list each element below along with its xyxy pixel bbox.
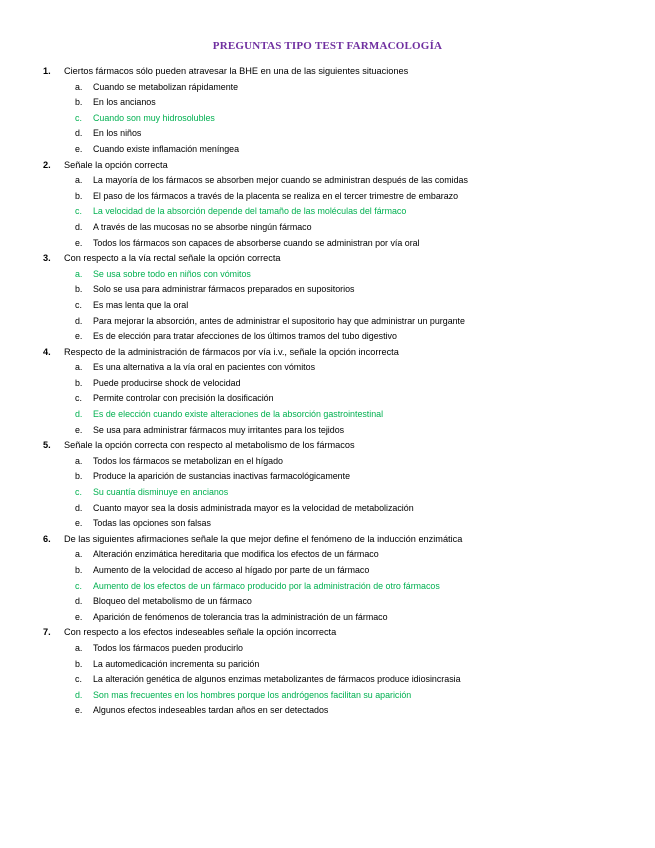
correct-answer-option (0, 579, 655, 595)
option-letter: c. (75, 487, 82, 498)
option-text: Todos los fármacos pueden producirlo (93, 642, 243, 653)
option-letter: b. (75, 377, 83, 388)
option-letter: a. (75, 549, 83, 560)
option-text: El paso de los fármacos a través de la placenta se realiza en el tercer trimestre de embarazo (93, 190, 459, 201)
option-text: Es de elección para tratar afecciones de los últimos tramos del tubo digestivo (93, 331, 397, 342)
option-letter: e. (75, 611, 83, 622)
answer-option (0, 376, 655, 392)
answer-option (0, 563, 655, 579)
answer-option (0, 126, 655, 142)
question-number: 4. (43, 346, 51, 357)
option-text: Cuanto mayor sea la dosis administrada mayor es la velocidad de metabolización (93, 502, 414, 513)
option-letter: e. (75, 331, 83, 342)
question-text: Con respecto a los efectos indeseables señale la opción incorrecta (64, 627, 337, 638)
answer-option (0, 641, 655, 657)
answer-option (0, 454, 655, 470)
answer-option (0, 329, 655, 345)
option-letter: e. (75, 143, 83, 154)
document-title: PREGUNTAS TIPO TEST FARMACOLOGÍA (212, 40, 443, 52)
option-letter: b. (75, 190, 83, 201)
option-text: Es mas lenta que la oral (93, 299, 189, 310)
answer-option (0, 142, 655, 158)
option-letter: a. (75, 268, 83, 279)
option-text: La velocidad de la absorción depende del tamaño de las moléculas del fármaco (93, 206, 407, 217)
option-text: Produce la aparición de sustancias inactivas farmacológicamente (93, 471, 351, 482)
option-letter: b. (75, 471, 83, 482)
option-list (0, 173, 655, 251)
option-letter: d. (75, 502, 83, 513)
option-letter: a. (75, 455, 83, 466)
question-row (0, 345, 655, 361)
option-text: Permite controlar con precisión la dosificación (93, 393, 274, 404)
option-letter: d. (75, 409, 83, 420)
answer-option (0, 360, 655, 376)
question-text: Ciertos fármacos sólo pueden atravesar la BHE en una de las siguientes situaciones (64, 66, 409, 76)
question-item (0, 251, 655, 345)
answer-option (0, 657, 655, 673)
answer-option (0, 391, 655, 407)
question-row (0, 532, 655, 548)
question-row (0, 251, 655, 267)
answer-option (0, 80, 655, 96)
option-list (0, 80, 655, 158)
option-text: Es una alternativa a la vía oral en pacientes con vómitos (93, 362, 316, 373)
answer-option (0, 236, 655, 252)
option-text: A través de las mucosas no se absorbe ningún fármaco (93, 221, 312, 232)
option-text: Todos los fármacos son capaces de absorberse cuando se administran por vía oral (93, 237, 420, 248)
option-letter: a. (75, 175, 83, 186)
option-text: La mayoría de los fármacos se absorben mejor cuando se administran después de las comidas (93, 175, 468, 186)
option-text: En los niños (93, 128, 142, 139)
option-text: En los ancianos (93, 97, 156, 108)
question-row (0, 438, 655, 454)
answer-option (0, 516, 655, 532)
answer-option (0, 469, 655, 485)
answer-option (0, 189, 655, 205)
question-text: Con respecto a la vía rectal señale la opción correcta (64, 253, 281, 264)
option-letter: c. (75, 674, 82, 685)
option-list (0, 454, 655, 532)
answer-option (0, 672, 655, 688)
option-letter: a. (75, 81, 83, 92)
option-text: Todos los fármacos se metabolizan en el hígado (93, 455, 283, 466)
option-letter: d. (75, 596, 83, 607)
option-letter: e. (75, 424, 83, 435)
answer-option (0, 298, 655, 314)
option-letter: e. (75, 237, 83, 248)
question-row (0, 625, 655, 641)
option-letter: e. (75, 518, 83, 529)
question-number: 7. (43, 627, 51, 638)
option-letter: d. (75, 315, 83, 326)
option-letter: b. (75, 284, 83, 295)
option-text: Puede producirse shock de velocidad (93, 377, 241, 388)
option-text: Aparición de fenómenos de tolerancia tras la administración de un fármaco (93, 611, 388, 622)
option-text: Su cuantía disminuye en ancianos (93, 487, 229, 498)
option-letter: a. (75, 642, 83, 653)
option-letter: c. (75, 393, 82, 404)
answer-option (0, 314, 655, 330)
option-list (0, 641, 655, 719)
question-text: Señale la opción correcta con respecto al metabolismo de los fármacos (64, 440, 355, 451)
correct-answer-option (0, 407, 655, 423)
answer-option (0, 282, 655, 298)
option-text: Todas las opciones son falsas (93, 518, 211, 529)
question-item (0, 64, 655, 158)
option-text: Cuando se metabolizan rápidamente (93, 81, 239, 92)
option-text: Algunos efectos indeseables tardan años en ser detectados (93, 705, 329, 716)
option-list (0, 267, 655, 345)
option-text: Aumento de la velocidad de acceso al hígado por parte de un fármaco (93, 565, 370, 575)
question-item (0, 158, 655, 252)
option-letter: b. (75, 658, 83, 669)
answer-option (0, 594, 655, 610)
question-item (0, 532, 655, 626)
question-text: De las siguientes afirmaciones señale la que mejor define el fenómeno de la inducción enzimática (64, 533, 463, 544)
option-text: Se usa para administrar fármacos muy irritantes para los tejidos (93, 424, 345, 435)
answer-option (0, 501, 655, 517)
question-row (0, 64, 655, 80)
question-item (0, 345, 655, 439)
option-list (0, 547, 655, 625)
option-letter: b. (75, 565, 83, 575)
option-letter: a. (75, 362, 83, 373)
option-text: Alteración enzimática hereditaria que modifica los efectos de un fármaco (93, 549, 379, 560)
option-text: Para mejorar la absorción, antes de administrar el supositorio hay que administrar un purgante (93, 315, 465, 326)
option-text: Solo se usa para administrar fármacos preparados en supositorios (93, 284, 355, 295)
correct-answer-option (0, 485, 655, 501)
option-letter: c. (75, 112, 82, 123)
question-item (0, 438, 655, 532)
option-text: Es de elección cuando existe alteraciones de la absorción gastrointestinal (93, 409, 384, 420)
question-number: 1. (43, 66, 51, 76)
option-letter: b. (75, 97, 83, 108)
question-list (0, 64, 655, 719)
option-text: Aumento de los efectos de un fármaco producido por la administración de otro fármacos (93, 580, 440, 591)
answer-option (0, 220, 655, 236)
option-text: Se usa sobre todo en niños con vómitos (93, 268, 251, 279)
option-letter: c. (75, 580, 82, 591)
question-number: 2. (43, 159, 51, 170)
answer-option (0, 703, 655, 719)
answer-option (0, 610, 655, 626)
option-text: La alteración genética de algunos enzimas metabolizantes de fármacos produce idiosincrasia (93, 674, 461, 685)
correct-answer-option (0, 204, 655, 220)
option-letter: c. (75, 299, 82, 310)
question-item (0, 625, 655, 719)
answer-option (0, 547, 655, 563)
question-row (0, 158, 655, 174)
option-list (0, 360, 655, 438)
option-text: Bloqueo del metabolismo de un fármaco (93, 596, 252, 607)
answer-option (0, 95, 655, 111)
correct-answer-option (0, 267, 655, 283)
option-letter: d. (75, 689, 83, 700)
option-text: Son mas frecuentes en los hombres porque los andrógenos facilitan su aparición (93, 689, 412, 700)
question-number: 6. (43, 533, 51, 544)
question-text: Señale la opción correcta (64, 159, 168, 170)
option-letter: d. (75, 128, 83, 139)
question-number: 5. (43, 440, 51, 451)
answer-option (0, 423, 655, 439)
option-text: Cuando son muy hidrosolubles (93, 112, 215, 123)
question-text: Respecto de la administración de fármacos por vía i.v., señale la opción incorrecta (64, 346, 399, 357)
correct-answer-option (0, 111, 655, 127)
option-letter: d. (75, 221, 83, 232)
option-text: La automedicación incrementa su parición (93, 658, 260, 669)
option-letter: e. (75, 705, 83, 716)
option-text: Cuando existe inflamación meníngea (93, 143, 240, 154)
answer-option (0, 173, 655, 189)
option-letter: c. (75, 206, 82, 217)
question-number: 3. (43, 253, 51, 264)
correct-answer-option (0, 688, 655, 704)
